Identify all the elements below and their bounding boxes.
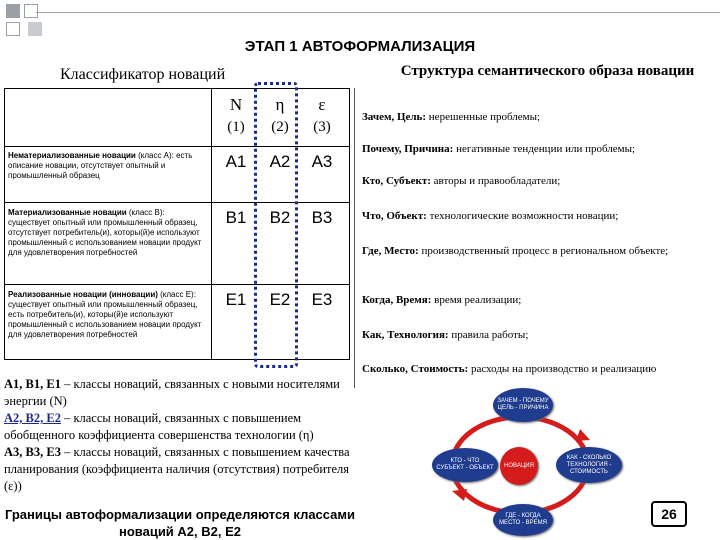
class-codes: A1, B1, E1 — [4, 377, 61, 391]
table-cell: B2 — [269, 208, 291, 227]
semantic-key: Где, Место: — [362, 245, 419, 257]
node-subject-object — [432, 448, 498, 482]
row-label-text: (класс A): есть описание новации, отсутствует опытный и промышленный образец — [8, 151, 193, 180]
semantic-item-technology — [362, 328, 712, 342]
explanation-eta — [4, 410, 356, 444]
node-line: ТЕХНОЛОГИЯ - СТОИМОСТЬ — [566, 461, 612, 475]
class-codes: A2, B2, E2 — [4, 411, 61, 425]
table-divider — [4, 202, 350, 203]
classifier-heading: Классификатор новаций — [60, 66, 226, 83]
semantic-value: производственный процесс в региональном объекте; — [418, 245, 669, 257]
semantic-value: расходы на производство и реализацию — [468, 363, 657, 375]
table-divider — [4, 146, 350, 147]
row-label-bold: Реализованные новации (инновации) — [8, 290, 158, 299]
cycle-arrow — [452, 489, 467, 501]
explanation-n — [4, 376, 356, 410]
semantic-value: негативные тенденции или проблемы; — [453, 143, 636, 155]
row-label-bold: Нематериализованные новации — [8, 151, 136, 160]
semantic-key: Кто, Субъект: — [362, 175, 431, 187]
table-cell: B3 — [311, 208, 333, 227]
pane-divider — [354, 88, 355, 388]
row-label-bold: Материализованные новации — [8, 208, 127, 217]
node-line: КАК - СКОЛЬКО — [566, 454, 612, 461]
semantic-value: правила работы; — [448, 329, 529, 341]
row-label-class-b — [8, 208, 208, 258]
table-cell: B1 — [225, 208, 247, 227]
class-description: – классы новаций, связанных с повышением качества планирования (коэффициента наличия (отсутствия) потребителя (ε)) — [4, 445, 350, 493]
semantic-item-object — [362, 209, 712, 223]
table-cell: E2 — [269, 290, 291, 309]
semantic-item-place — [362, 244, 712, 258]
semantic-key: Когда, Время: — [362, 294, 432, 306]
semantic-key: Зачем, Цель: — [362, 111, 427, 123]
row-label-text: (класс B): существует опытный или промышленный образец, отсутствует потребитель(и), которы(й)е используют промышленный с использованием новации продукт для удовлетворения потребностей — [8, 208, 202, 257]
semantic-key: Как, Технология: — [362, 329, 449, 341]
column-index: (3) — [313, 119, 331, 135]
semantic-item-cost — [362, 362, 712, 376]
column-header-epsilon — [300, 95, 344, 136]
slide-title: ЭТАП 1 АВТОФОРМАЛИЗАЦИЯ — [244, 38, 476, 55]
row-label-class-a — [8, 151, 208, 181]
column-symbol: η — [275, 95, 285, 114]
semantic-value: время реализации; — [431, 294, 522, 306]
class-explanations — [4, 376, 356, 495]
column-symbol: ε — [318, 95, 326, 114]
node-line: КТО - ЧТО — [450, 458, 480, 464]
decor-squares — [6, 4, 46, 40]
class-description: – классы новаций, связанных с новыми носителями энергии (N) — [4, 377, 340, 408]
header-rule — [36, 12, 720, 13]
semantic-item-cause — [362, 142, 712, 156]
table-divider — [211, 88, 212, 360]
class-description: – классы новаций, связанных с повышением обобщенного коэффициента совершенства технологии (η) — [4, 411, 314, 442]
table-cell: A1 — [225, 152, 247, 171]
semantic-item-time — [362, 293, 712, 307]
table-cell: E1 — [225, 290, 247, 309]
semantic-key: Сколько, Стоимость: — [362, 363, 469, 375]
row-label-text: (класс E): существует опытный или промышленный образец, есть потребитель(и), которы(й)е используют промышленный с использованием новации продукт для удовлетворения потребностей — [8, 290, 202, 339]
table-cell: A2 — [269, 152, 291, 171]
column-header-n — [214, 95, 258, 136]
table-divider — [4, 284, 350, 285]
node-line: ЦЕЛЬ - ПРИЧИНА — [497, 405, 549, 411]
semantic-item-goal — [362, 110, 712, 124]
node-line: ГДЕ - КОГДА — [505, 513, 541, 519]
column-index: (1) — [227, 119, 245, 135]
structure-heading: Структура семантического образа новации — [400, 63, 695, 79]
center-novation-node: НОВАЦИЯ — [500, 447, 538, 485]
semantic-value: технологические возможности новации; — [426, 210, 619, 222]
node-place-time — [493, 504, 553, 536]
semantic-item-subject — [362, 174, 712, 188]
node-line: МЕСТО - ВРЕМЯ — [499, 520, 547, 526]
node-goal-cause — [493, 388, 553, 422]
semantic-value: нерешенные проблемы; — [426, 111, 541, 123]
class-codes: A3, B3, E3 — [4, 445, 61, 459]
table-cell: A3 — [311, 152, 333, 171]
column-header-eta — [258, 95, 302, 136]
semantic-value: авторы и правообладатели; — [430, 175, 561, 187]
explanation-epsilon — [4, 444, 356, 495]
semantic-key: Почему, Причина: — [362, 143, 454, 155]
column-symbol: N — [229, 95, 243, 114]
row-label-class-e — [8, 290, 208, 340]
semantic-key: Что, Объект: — [362, 210, 427, 222]
cycle-arrow — [576, 429, 590, 441]
conclusion-text: Границы автоформализации определяются классами новаций A2, B2, E2 — [4, 507, 356, 539]
page-number: 26 — [651, 501, 687, 527]
node-line: ЗАЧЕМ - ПОЧЕМУ — [497, 398, 549, 404]
node-technology-cost — [556, 447, 622, 483]
column-index: (2) — [271, 119, 289, 135]
table-cell: E3 — [311, 290, 333, 309]
node-line: СУБЪЕКТ - ОБЪЕКТ — [436, 465, 494, 471]
